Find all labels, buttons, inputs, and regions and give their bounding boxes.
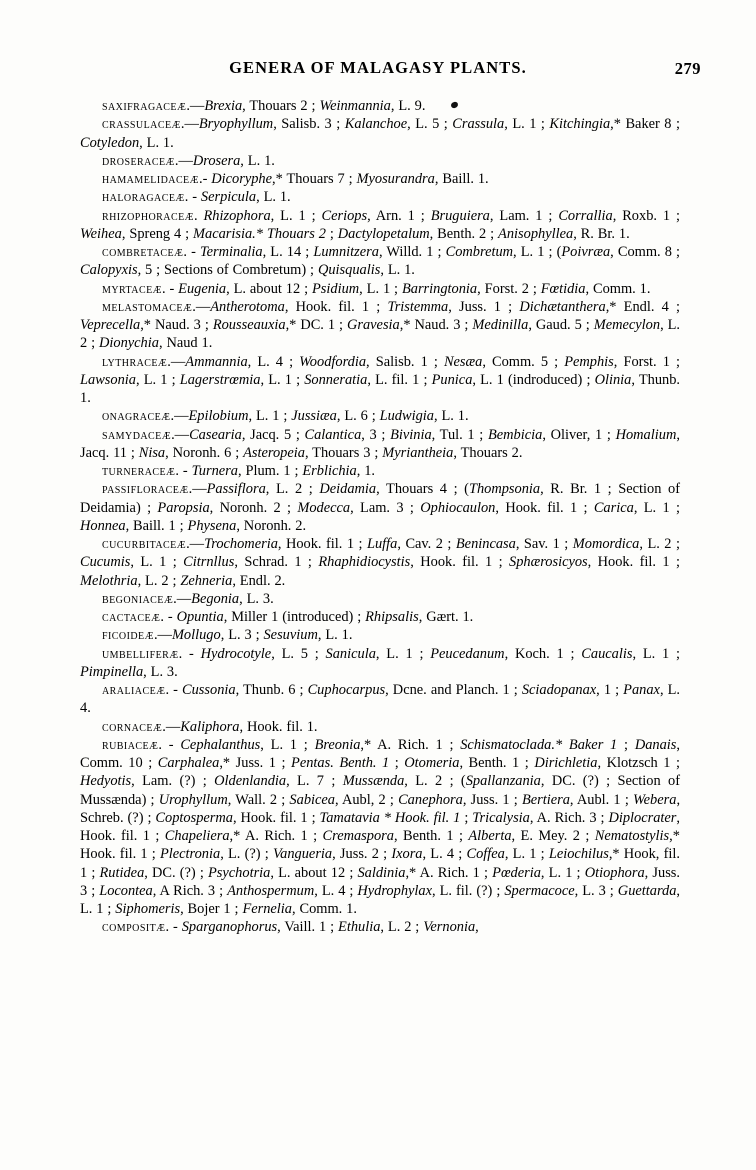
genus-name: Eugenia xyxy=(178,280,227,297)
genus-name: Ixora xyxy=(391,846,423,863)
running-head xyxy=(0,58,756,84)
genus-name: Serpicula xyxy=(200,189,257,206)
genus-name: Anisophyllea xyxy=(498,225,574,242)
genus-name: Mussænda xyxy=(342,773,405,790)
genus-name: Cotyledon xyxy=(80,134,140,151)
family-name: onagraceæ xyxy=(102,408,171,425)
genus-name: Begonia xyxy=(191,590,240,607)
genus-name: Nisa xyxy=(138,444,166,461)
genus-name: Bertiera xyxy=(521,791,570,808)
genus-name: Spallanzania xyxy=(465,773,541,790)
family-entry: lythraceæ.—Ammannia, L. 4 ; Woodfordia, Salisb. 1 ; Nesæa, Comm. 5 ; Pemphis, Forst. 1 ; Lawsonia, L. 1 ; Lagerstrœmia, L. 1 ; Sonneratia, L. fil. 1 ; Punica, L. 1 (indroduced) ; Olinia, Thunb. 1. xyxy=(80,353,681,406)
genus-name: Rhizophora xyxy=(203,207,271,224)
family-entry: begoniaceæ.—Begonia, L. 3. xyxy=(102,590,274,607)
genus-name: Sonneratia xyxy=(304,371,368,388)
genus-name: Myosurandra xyxy=(356,171,435,187)
family-entry: samydaceæ.—Casearia, Jacq. 5 ; Calantica, 3 ; Bivinia, Tul. 1 ; Bembicia, Oliver, 1 ; Homalium, Jacq. 11 ; Nisa, Noronh. 6 ; Asteropeia, Thouars 3 ; Myriantheia, Thouars 2. xyxy=(80,426,680,461)
genus-name: Carica xyxy=(593,499,634,516)
genus-name: Calopyxis xyxy=(80,262,138,279)
genus-name: Weinmannia xyxy=(319,98,391,114)
genus-name: Coptosperma xyxy=(155,809,233,826)
genus-name: Combretum xyxy=(445,244,514,260)
genus-name: Psidium xyxy=(312,280,360,297)
family-name: samydaceæ xyxy=(102,426,172,443)
genus-name: Veprecella xyxy=(80,317,141,333)
genus-name: Woodfordia xyxy=(299,353,367,370)
genus-name: Vangueria xyxy=(272,846,333,863)
family-entry: araliaceæ. - Cussonia, Thunb. 6 ; Cuphocarpus, Dcne. and Planch. 1 ; Sciadopanax, 1 ; Panax, L. 4. xyxy=(80,682,680,717)
genus-name: Sanicula xyxy=(325,645,376,662)
genus-name: Turnera xyxy=(191,463,238,479)
family-name: lythraceæ xyxy=(102,353,168,370)
family-entry: rhizophoraceæ. Rhizophora, L. 1 ; Ceriops, Arn. 1 ; Bruguiera, Lam. 1 ; Corrallia, Roxb. 1 ; Weihea, Spreng 4 ; Macarisia.* Thouars 2 ; Dactylopetalum, Benth. 2 ; Anisophyllea, R. Br. 1. xyxy=(80,207,681,242)
genus-name: Deidamia xyxy=(319,481,377,498)
family-entry: onagraceæ.—Epilobium, L. 1 ; Jussiæa, L. 6 ; Ludwigia, L. 1. xyxy=(102,408,469,425)
genus-name: Macarisia.* Thouars 2 xyxy=(193,225,330,242)
genus-name: Rhaphidiocystis xyxy=(318,554,411,571)
family-name: passifloraceæ xyxy=(102,481,189,498)
genus-name: Luffa xyxy=(366,536,398,552)
genus-name: Poivræa xyxy=(561,244,611,260)
genus-name: Brexia xyxy=(204,98,243,114)
genus-name: Bruguiera xyxy=(430,207,490,224)
family-name: haloragaceæ xyxy=(102,189,185,206)
genus-name: Lagerstrœmia xyxy=(179,371,261,388)
genus-name: Dirichletia xyxy=(534,755,598,771)
genus-name: Citrnllus xyxy=(183,554,235,571)
family-name: crassulaceæ xyxy=(102,116,181,133)
genus-name: Fœtidia xyxy=(540,280,586,297)
genus-name: Oldenlandia xyxy=(214,773,287,790)
genus-name: Spermacoce xyxy=(504,882,575,899)
family-entry: cucurbitaceæ.—Trochomeria, Hook. fil. 1 ; Luffa, Cav. 2 ; Benincasa, Sav. 1 ; Momordica, L. 2 ; Cucumis, L. 1 ; Citrnllus, Schrad. 1 ; Rhaphidiocystis, Hook. fil. 1 ; Sphærosicyos, Hook. fil. 1 ; Melothria, L. 2 ; Zehneria, Endl. 2. xyxy=(80,536,681,589)
family-name: turneraceæ xyxy=(102,463,176,479)
genus-name: Urophyllum xyxy=(158,791,228,808)
genus-name: Caucalis xyxy=(581,645,633,662)
genus-name: Barringtonia xyxy=(401,280,478,297)
genus-name: Guettarda xyxy=(617,882,677,899)
genus-name: Jussiæa xyxy=(291,408,337,425)
genus-name: Medinilla xyxy=(472,317,529,333)
genus-name: Hedyotis xyxy=(80,773,132,790)
genus-name: Pemphis xyxy=(564,353,614,370)
genus-name: Olinia xyxy=(594,371,632,388)
genus-name: Peucedanum xyxy=(430,645,505,662)
family-name: droseraceæ xyxy=(102,152,175,169)
genus-name: Rhipsalis xyxy=(365,609,419,625)
family-entry: ficoideæ.—Mollugo, L. 3 ; Sesuvium, L. 1. xyxy=(102,627,353,644)
genus-name: Leiochilus xyxy=(548,846,609,863)
genus-name: Physena xyxy=(187,517,237,534)
genus-name: Alberta xyxy=(468,828,512,844)
genus-name: Vernonia xyxy=(423,919,476,936)
family-name: melastomaceæ xyxy=(102,298,193,315)
genus-name: Coffea xyxy=(466,846,505,863)
genus-name: Diplocrater xyxy=(608,809,677,826)
genus-name: Tricalysia xyxy=(472,809,530,826)
genus-name: Cuphocarpus xyxy=(307,682,386,698)
family-name: rubiaceæ xyxy=(102,736,159,753)
genus-name: Kitchingia xyxy=(549,116,611,133)
genus-name: Ludwigia xyxy=(379,408,434,425)
genus-name: Plectronia xyxy=(159,846,221,863)
genus-name: Passiflora xyxy=(206,481,266,498)
family-entry: hamamelidaceæ.- Dicoryphe,* Thouars 7 ; Myosurandra, Baill. 1. xyxy=(102,171,489,187)
genus-name: Weihea xyxy=(80,225,122,242)
genus-name: Ophiocaulon xyxy=(420,499,496,516)
genus-name: Sciadopanax xyxy=(521,682,597,698)
family-entry: rubiaceæ. - Cephalanthus, L. 1 ; Breonia,* A. Rich. 1 ; Schismatoclada.* Baker 1 ; Danais, Comm. 10 ; Carphalea,* Juss. 1 ; Pentas. Benth. 1 ; Otomeria, Benth. 1 ; Dirichletia, Klotzsch 1 ; Hedyotis, Lam. (?) ; Oldenlandia, L. 7 ; Mussænda, L. 2 ; (Spallanzania, DC. (?) ; Section of Mussænda) ; Urophyllum, Wall. 2 ; Sabicea, Aubl, 2 ; Canephora, Juss. 1 ; Bertiera, Aubl. 1 ; Webera, Schreb. (?) ; Coptosperma, Hook. fil. 1 ; Tamatavia * Hook. fil. 1 ; Tricalysia, A. Rich. 3 ; Diplocrater, Hook. fil. 1 ; Chapeliera,* A. Rich. 1 ; Cremaspora, Benth. 1 ; Alberta, E. Mey. 2 ; Nematostylis,* Hook. fil. 1 ; Plectronia, L. (?) ; Vangueria, Juss. 2 ; Ixora, L. 4 ; Coffea, L. 1 ; Leiochilus,* Hook, fil. 1 ; Rutidea, DC. (?) ; Psychotria, L. about 12 ; Saldinia,* A. Rich. 1 ; Pœderia, L. 1 ; Otiophora, Juss. 3 ; Locontea, A Rich. 3 ; Anthospermum, L. 4 ; Hydrophylax, L. fil. (?) ; Spermacoce, L. 3 ; Guettarda, L. 1 ; Siphomeris, Bojer 1 ; Fernelia, Comm. 1. xyxy=(80,736,681,917)
genus-name: Quisqualis xyxy=(317,262,381,279)
genus-name: Panax xyxy=(623,682,660,698)
genus-name: Canephora xyxy=(398,791,463,808)
genus-name: Sabicea xyxy=(289,791,335,808)
genus-name: Sparganophorus xyxy=(181,919,278,936)
genus-name: Paropsia xyxy=(157,499,210,516)
genus-name: Anthospermum xyxy=(227,882,315,899)
family-name: cucurbitaceæ xyxy=(102,536,187,552)
genus-name: Nesæa xyxy=(443,353,483,370)
family-name: cactaceæ xyxy=(102,609,161,625)
family-name: cornaceæ xyxy=(102,718,163,735)
genus-name: Schismatoclada.* Baker 1 xyxy=(460,736,625,753)
genus-name: Saldinia xyxy=(357,864,406,881)
genus-name: Dionychia xyxy=(99,335,159,352)
family-name: ficoideæ xyxy=(102,627,154,644)
genus-name: Pœderia xyxy=(492,864,541,881)
genus-name: Punica xyxy=(431,371,473,388)
family-name: saxifragaceæ xyxy=(102,98,187,114)
page-title: GENERA OF MALAGASY PLANTS. xyxy=(229,58,527,77)
genus-name: Otomeria xyxy=(404,755,460,771)
genus-name: Siphomeris xyxy=(115,901,181,917)
genus-name: Carphalea xyxy=(157,755,220,771)
genus-name: Cucumis xyxy=(80,554,131,571)
genus-name: Dicoryphe xyxy=(211,171,273,187)
family-entry: umbelliferæ. - Hydrocotyle, L. 5 ; Sanicula, L. 1 ; Peucedanum, Koch. 1 ; Caucalis, L. 1 ; Pimpinella, L. 3. xyxy=(80,645,681,680)
family-entry: passifloraceæ.—Passiflora, L. 2 ; Deidamia, Thouars 4 ; (Thompsonia, R. Br. 1 ; Section of Deidamia) ; Paropsia, Noronh. 2 ; Modecca, Lam. 3 ; Ophiocaulon, Hook. fil. 1 ; Carica, L. 1 ; Honnea, Baill. 1 ; Physena, Noronh. 2. xyxy=(80,481,680,534)
genus-name: Ammannia xyxy=(185,353,248,370)
family-name: myrtaceæ xyxy=(102,280,162,297)
genus-name: Cremaspora xyxy=(322,828,394,844)
genus-name: Ceriops xyxy=(321,207,368,224)
genus-name: Mollugo xyxy=(171,627,221,644)
genus-name: Nematostylis xyxy=(594,828,670,844)
genus-name: Hydrophylax xyxy=(357,882,432,899)
genus-name: Tamatavia * Hook. fil. 1 xyxy=(319,809,465,826)
family-name: rhizophoraceæ xyxy=(102,207,194,224)
genus-name: Lumnitzera xyxy=(313,244,379,260)
genus-name: Pentas. Benth. 1 xyxy=(291,755,395,771)
genus-name: Cephalanthus xyxy=(180,736,261,753)
family-entry: compositæ. - Sparganophorus, Vaill. 1 ; Ethulia, L. 2 ; Vernonia, xyxy=(102,919,479,936)
genus-name: Antherotoma xyxy=(210,298,285,315)
genus-name: Lawsonia xyxy=(80,371,136,388)
body-text-block xyxy=(80,97,680,937)
genus-name: Calantica xyxy=(304,426,362,443)
genus-name: Bembicia xyxy=(487,426,543,443)
genus-name: Dactylopetalum xyxy=(337,225,430,242)
page-number: 279 xyxy=(674,59,701,78)
genus-name: Cussonia xyxy=(182,682,236,698)
genus-name: Otiophora xyxy=(584,864,645,881)
family-entry: combretaceæ. - Terminalia, L. 14 ; Lumnitzera, Willd. 1 ; Combretum, L. 1 ; (Poivræa, Comm. 8 ; Calopyxis, 5 ; Sections of Combretum) ; Quisqualis, L. 1. xyxy=(80,244,680,279)
genus-name: Crassula xyxy=(452,116,505,133)
family-name: begoniaceæ xyxy=(102,590,174,607)
family-entry: droseraceæ.—Drosera, L. 1. xyxy=(102,152,275,169)
family-name: umbelliferæ xyxy=(102,645,179,662)
genus-name: Chapeliera xyxy=(164,828,230,844)
genus-name: Rousseauxia xyxy=(212,317,286,333)
genus-name: Dichætanthera xyxy=(519,298,606,315)
genus-name: Zehneria xyxy=(180,572,233,589)
genus-name: Corrallia xyxy=(558,207,613,224)
family-name: compositæ xyxy=(102,919,166,936)
genus-name: Bivinia xyxy=(390,426,432,443)
family-entry: haloragaceæ. - Serpicula, L. 1. xyxy=(102,189,291,206)
genus-name: Casearia xyxy=(189,426,242,443)
genus-name: Fernelia xyxy=(242,901,292,917)
genus-name: Bryophyllum xyxy=(198,116,274,133)
genus-name: Honnea xyxy=(80,517,126,534)
genus-name: Terminalia xyxy=(199,244,263,260)
genus-name: Danais xyxy=(634,736,677,753)
genus-name: Opuntia xyxy=(176,609,224,625)
family-entry: crassulaceæ.—Bryophyllum, Salisb. 3 ; Kalanchoe, L. 5 ; Crassula, L. 1 ; Kitchingia,* Baker 8 ; Cotyledon, L. 1. xyxy=(80,116,680,151)
genus-name: Memecylon xyxy=(593,317,661,333)
genus-name: Tristemma xyxy=(387,298,449,315)
genus-name: Breonia xyxy=(314,736,361,753)
family-entry: myrtaceæ. - Eugenia, L. about 12 ; Psidium, L. 1 ; Barringtonia, Forst. 2 ; Fœtidia, Comm. 1. xyxy=(102,280,651,297)
genus-name: Gravesia xyxy=(346,317,400,333)
family-entry: cactaceæ. - Opuntia, Miller 1 (introduced) ; Rhipsalis, Gært. 1. xyxy=(102,609,474,625)
genus-name: Epilobium xyxy=(188,408,249,425)
genus-name: Melothria xyxy=(80,572,138,589)
genus-name: Benincasa xyxy=(455,536,516,552)
genus-name: Modecca xyxy=(297,499,351,516)
genus-name: Sesuvium xyxy=(263,627,318,644)
family-entry: saxifragaceæ.—Brexia, Thouars 2 ; Weinmannia, L. 9. xyxy=(80,97,680,115)
genus-name: Trochomeria xyxy=(204,536,278,552)
family-entry: cornaceæ.—Kaliphora, Hook. fil. 1. xyxy=(102,718,318,735)
genus-name: Erblichia xyxy=(302,463,357,479)
family-name: combretaceæ xyxy=(102,244,184,260)
genus-name: Ethulia xyxy=(338,919,381,936)
genus-name: Asteropeia xyxy=(243,444,305,461)
genus-name: Psychotria xyxy=(208,864,271,881)
genus-name: Kaliphora xyxy=(180,718,240,735)
genus-name: Homalium xyxy=(615,426,677,443)
genus-name: Drosera xyxy=(192,152,241,169)
genus-name: Pimpinella xyxy=(80,663,144,680)
family-name: hamamelidaceæ xyxy=(102,171,199,187)
genus-name: Kalanchoe xyxy=(344,116,408,133)
genus-name: Hydrocotyle xyxy=(200,645,272,662)
genus-name: Sphærosicyos xyxy=(509,554,588,571)
family-entry: melastomaceæ.—Antherotoma, Hook. fil. 1 ; Tristemma, Juss. 1 ; Dichætanthera,* Endl. 4 ; Veprecella,* Naud. 3 ; Rousseauxia,* DC. 1 ; Gravesia,* Naud. 3 ; Medinilla, Gaud. 5 ; Memecylon, L. 2 ; Dionychia, Naud 1. xyxy=(80,298,681,352)
genus-name: Locontea xyxy=(99,882,153,899)
genus-name: Myriantheia xyxy=(382,444,454,461)
genus-name: Momordica xyxy=(572,536,640,552)
family-entry: turneraceæ. - Turnera, Plum. 1 ; Erblichia, 1. xyxy=(102,463,376,479)
genus-name: Webera xyxy=(633,791,677,808)
family-name: araliaceæ xyxy=(102,682,166,698)
genus-name: Rutidea xyxy=(99,864,145,881)
genus-name: Thompsonia xyxy=(468,481,541,498)
ink-blot-mark xyxy=(451,101,459,108)
